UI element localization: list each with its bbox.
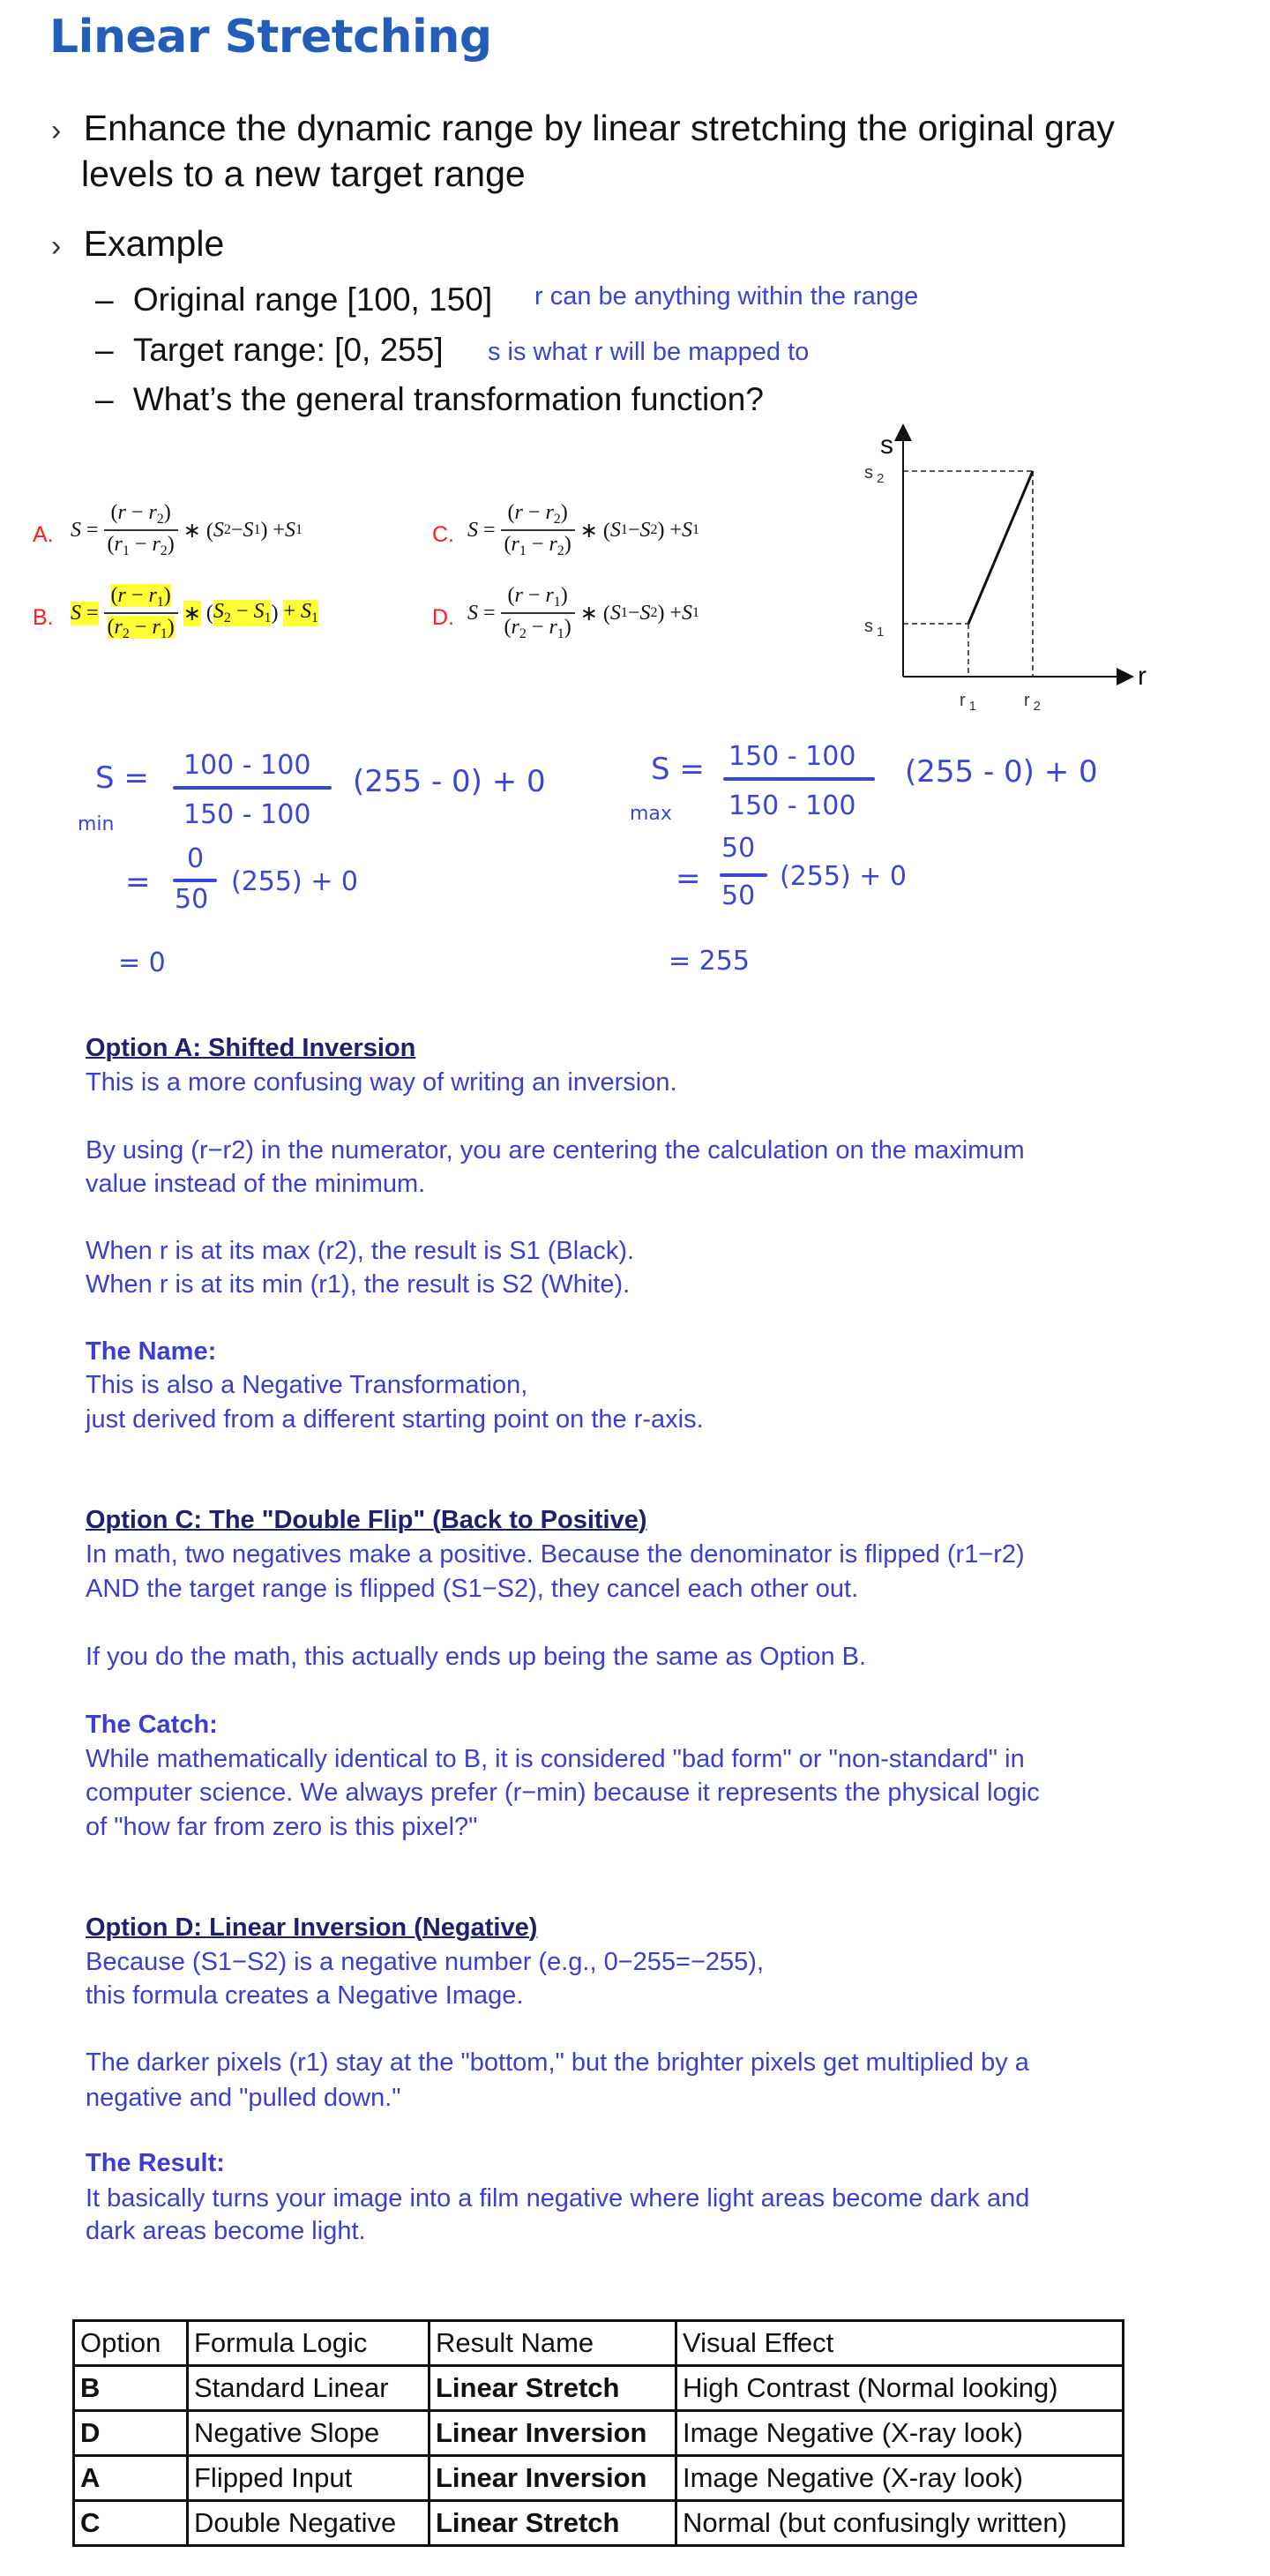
table-cell-logic: Double Negative <box>188 2501 430 2546</box>
table-cell-option: A <box>74 2456 188 2501</box>
table-header-cell: Visual Effect <box>676 2321 1124 2366</box>
x-tick-r1: r $_1$ <box>960 691 977 714</box>
table-cell-result: Linear Stretch <box>430 2501 676 2546</box>
y-axis-label: s <box>880 431 893 460</box>
fraction: $\frac{(r - r_2)}{(r_1 - r_2)}$ <box>501 501 575 559</box>
table-cell-option: B <box>74 2366 188 2411</box>
bullet-main-line2: levels to a new target range <box>81 154 526 194</box>
x-tick-r2: r $_2$ <box>1024 691 1042 714</box>
hw-smax-subscript: max <box>630 803 672 825</box>
option-d-line: this formula creates a Negative Image. <box>86 1981 524 2010</box>
bullet-main-text: Enhance the dynamic range by linear stretching the original gray <box>83 108 1115 148</box>
sub-bullet-text: Original range [100, 150] <box>132 281 493 318</box>
option-d-heading: Option D: Linear Inversion (Negative) <box>86 1913 538 1942</box>
option-d-subline: dark areas become light. <box>86 2217 366 2245</box>
option-a-subline: This is also a Negative Transformation, <box>86 1371 528 1399</box>
dash-bullet-icon: – <box>95 381 114 417</box>
hw-smax-result: = 255 <box>669 946 750 977</box>
table-cell-effect: Image Negative (X-ray look) <box>676 2411 1124 2456</box>
sub-bullet-text: Target range: [0, 255] <box>132 332 444 368</box>
note-s-mapping: s is what r will be mapped to <box>488 338 810 366</box>
table-cell-result: Linear Stretch <box>430 2366 676 2411</box>
hw-smin-step2-bar <box>173 879 217 882</box>
option-a-line: When r is at its min (r1), the result is S2 (White). <box>86 1270 631 1299</box>
hw-smax-denominator: 150 - 100 <box>728 790 856 821</box>
option-d-line: The darker pixels (r1) stay at the "bottom," but the brighter pixels get multiplied by a <box>86 2048 1029 2077</box>
option-a-heading: Option A: Shifted Inversion <box>86 1034 416 1062</box>
hw-smin-factor: (255 - 0) + 0 <box>353 764 546 799</box>
table-header-cell: Formula Logic <box>188 2321 430 2366</box>
dash-bullet-icon: – <box>95 281 114 318</box>
hw-smin-numerator: 100 - 100 <box>183 750 311 781</box>
table-cell-effect: Image Negative (X-ray look) <box>676 2456 1124 2501</box>
sub-bullet-text: What’s the general transformation function? <box>132 381 764 417</box>
sub-bullet-original-range <box>95 281 492 318</box>
sub-bullet-question <box>95 381 764 418</box>
table-header-cell: Option <box>74 2321 188 2366</box>
bullet-example-text: Example <box>83 223 225 264</box>
table-cell-result: Linear Inversion <box>430 2411 676 2456</box>
fraction: $\frac{(r - r_1)}{(r_2 - r_1)}$ <box>104 584 178 642</box>
chevron-bullet-icon: › <box>51 114 62 147</box>
option-a-line: By using (r−r2) in the numerator, you are centering the calculation on the maximum <box>86 1136 1025 1164</box>
hw-smax-step2-bar <box>720 873 767 877</box>
hw-smin-denominator: 150 - 100 <box>183 799 311 830</box>
transformation-graph <box>847 415 1182 715</box>
sub-bullet-target-range <box>95 332 444 369</box>
hw-smin-subscript: min <box>78 813 115 835</box>
option-a-subline: just derived from a different starting point on the r-axis. <box>86 1405 704 1434</box>
chevron-bullet-icon: › <box>51 229 62 263</box>
option-a-line: value instead of the minimum. <box>86 1170 426 1198</box>
formula-c: S = $\frac{(r - r_2)}{(r_1 - r_2)}$ ∗ ( S 1 − S 2 ) + S 1 <box>467 501 699 558</box>
hw-smin-result: = 0 <box>118 947 166 978</box>
hw-smax-step2-num: 50 <box>721 833 756 864</box>
option-c-subline: While mathematically identical to B, it is considered "bad form" or "non-standard" in <box>86 1745 1025 1773</box>
table-row <box>74 2411 1124 2456</box>
hw-smax-numerator: 150 - 100 <box>728 741 856 772</box>
hw-smax-lhs: S = <box>651 752 705 787</box>
hw-smin-step2-rest: (255) + 0 <box>231 866 358 897</box>
option-c-line: In math, two negatives make a positive. Because the denominator is flipped (r1−r2) <box>86 1540 1025 1569</box>
table-row <box>74 2501 1124 2546</box>
y-tick-s2: s $_2$ <box>864 463 885 486</box>
table-cell-effect: High Contrast (Normal looking) <box>676 2366 1124 2411</box>
option-a-subheading: The Name: <box>86 1337 217 1366</box>
hw-smin-fraction-bar <box>173 786 332 790</box>
option-a-line: This is a more confusing way of writing an inversion. <box>86 1068 677 1097</box>
table-cell-option: C <box>74 2501 188 2546</box>
hw-smin-step2-den: 50 <box>175 884 209 915</box>
bullet-example <box>51 223 224 265</box>
formula-d: S = $\frac{(r - r_1)}{(r_2 - r_1)}$ ∗ ( S 1 − S 2 ) + S 1 <box>467 584 699 641</box>
dash-bullet-icon: – <box>95 332 114 368</box>
table-cell-effect: Normal (but confusingly written) <box>676 2501 1124 2546</box>
option-d-subline: It basically turns your image into a film negative where light areas become dark and <box>86 2184 1030 2213</box>
table-row <box>74 2456 1124 2501</box>
option-d-line: Because (S1−S2) is a negative number (e.g., 0−255=−255), <box>86 1948 764 1976</box>
table-header-row <box>74 2321 1124 2366</box>
fraction: $\frac{(r - r_1)}{(r_2 - r_1)}$ <box>501 584 575 642</box>
option-d-label: D. <box>432 605 454 630</box>
option-b-label: B. <box>33 605 54 630</box>
table-cell-logic: Standard Linear <box>188 2366 430 2411</box>
option-a-label: A. <box>33 522 54 547</box>
table-cell-option: D <box>74 2411 188 2456</box>
summary-table <box>72 2319 1124 2547</box>
table-cell-logic: Negative Slope <box>188 2411 430 2456</box>
y-tick-s1: s $_1$ <box>864 617 885 640</box>
formula-b: S = $\frac{(r - r_1)}{(r_2 - r_1)}$ ∗ ( $S_2 - S_1$ ) + $S_1$ <box>71 584 318 641</box>
option-d-line: negative and "pulled down." <box>86 2084 401 2112</box>
table-row <box>74 2366 1124 2411</box>
table-cell-result: Linear Inversion <box>430 2456 676 2501</box>
option-c-subline: computer science. We always prefer (r−min) because it represents the physical logic <box>86 1778 1040 1807</box>
option-c-line: If you do the math, this actually ends up being the same as Option B. <box>86 1643 867 1671</box>
option-c-subheading: The Catch: <box>86 1711 218 1739</box>
x-axis-label: r <box>1138 662 1147 691</box>
hw-smin-eq2: = <box>125 865 151 900</box>
hw-smax-step2-rest: (255) + 0 <box>780 861 907 892</box>
option-d-subheading: The Result: <box>86 2149 225 2177</box>
hw-smax-factor: (255 - 0) + 0 <box>905 754 1098 790</box>
option-a-line: When r is at its max (r2), the result is S1 (Black). <box>86 1237 635 1265</box>
option-c-label: C. <box>432 522 454 547</box>
note-r-range: r can be anything within the range <box>534 282 919 311</box>
page-title: Linear Stretching <box>49 11 492 64</box>
hw-smax-fraction-bar <box>723 777 875 781</box>
option-c-heading: Option C: The "Double Flip" (Back to Positive) <box>86 1506 647 1534</box>
hw-smax-eq2: = <box>676 861 701 896</box>
table-header-cell: Result Name <box>430 2321 676 2366</box>
bullet-main-line1 <box>51 108 1115 149</box>
option-c-line: AND the target range is flipped (S1−S2), they cancel each other out. <box>86 1575 859 1603</box>
fraction: $\frac{(r - r_2)}{(r_1 - r_2)}$ <box>104 501 178 559</box>
option-c-subline: of "how far from zero is this pixel?" <box>86 1813 478 1841</box>
hw-smin-step2-num: 0 <box>187 843 205 874</box>
series-line <box>968 471 1033 624</box>
hw-smax-step2-den: 50 <box>721 880 756 911</box>
formula-a: S = $\frac{(r - r_2)}{(r_1 - r_2)}$ ∗ ( S 2 − S 1 ) + S 1 <box>71 501 303 558</box>
hw-smin-lhs: S = <box>95 760 149 796</box>
table-cell-logic: Flipped Input <box>188 2456 430 2501</box>
